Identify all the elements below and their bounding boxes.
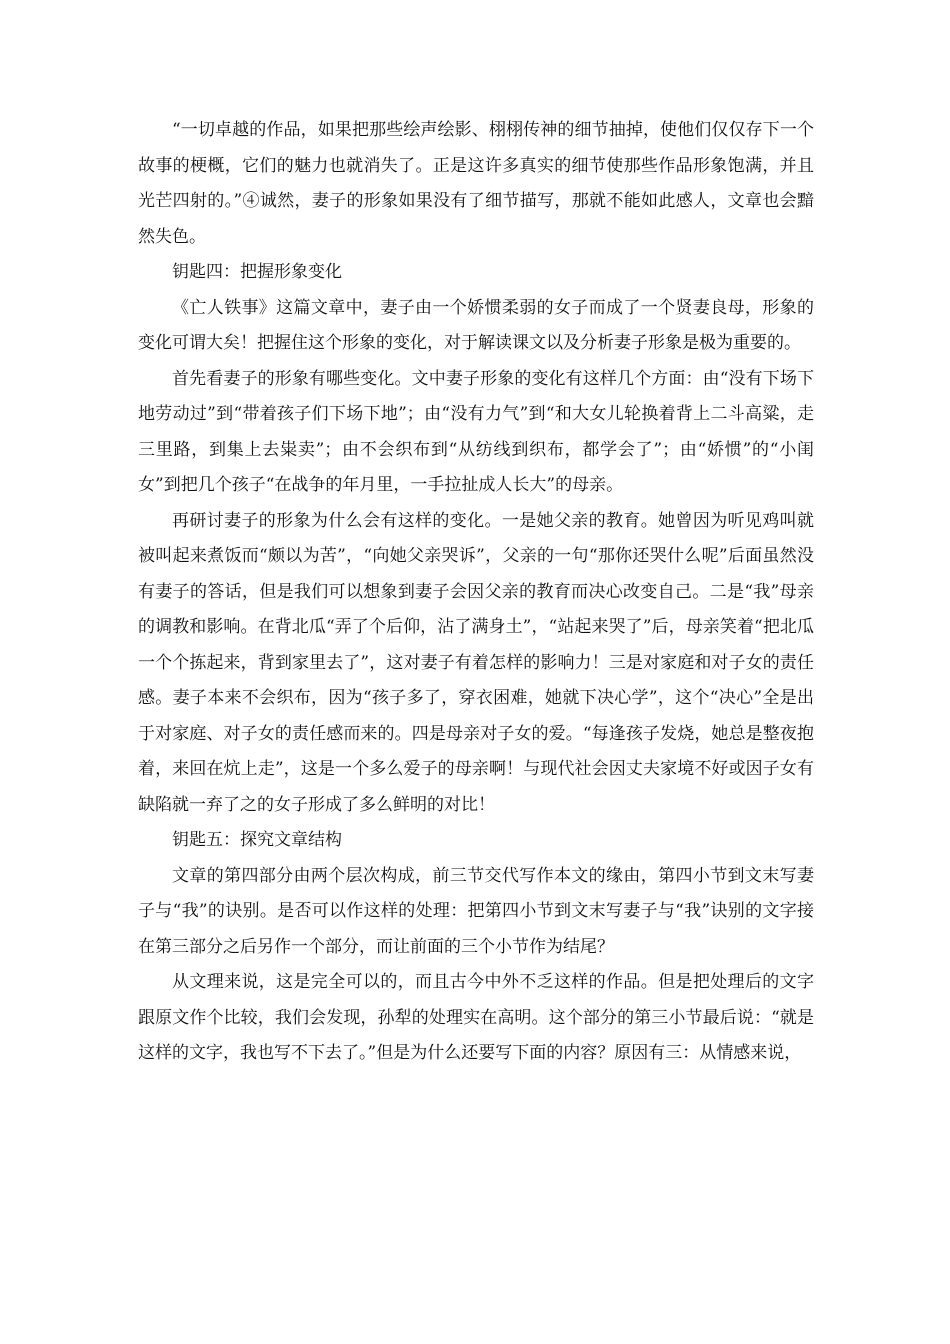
paragraph-change-reasons: 再研讨妻子的形象为什么会有这样的变化。一是她父亲的教育。她曾因为听见鸡叫就被叫起来煮饭而“颇以为苦”，“向她父亲哭诉”，父亲的一句“那你还哭什么呢”后面虽然没有妻子的答话，但是我们可以想象到妻子会因父亲的教育而决心改变自己。二是“我”母亲的调教和影响。在背北瓜“弄了个后仰，沾了满身土”，“站起来哭了”后，母亲笑着“把北瓜一个个拣起来，背到家里去了”，这对妻子有着怎样的影响力！三是对家庭和对子女的责任感。妻子本来不会织布，因为“孩子多了，穿衣困难，她就下决心学”，这个“决心”全是出于对家庭、对子女的责任感而来的。四是母亲对子女的爱。“每逢孩子发烧，她总是整夜抱着，来回在炕上走”，这是一个多么爱子的母亲啊！与现代社会因丈夫家境不好或因子女有缺陷就一弃了之的女子形成了多么鲜明的对比！: [138, 510, 814, 815]
section-heading-key-four: 钥匙四：把握形象变化: [172, 262, 342, 282]
section-heading-key-five: 钥匙五：探究文章结构: [172, 830, 342, 850]
paragraph-image-changes: 首先看妻子的形象有哪些变化。文中妻子形象的变化有这样几个方面：由“没有下场下地劳动过”到“带着孩子们下场下地”；由“没有力气”到“和大女儿轮换着背上二斗高粱，走三里路，到集上去粜卖”；由不会织布到“从纺线到织布，都学会了”；由“娇惯”的“小闺女”到把几个孩子“在战争的年月里，一手拉扯成人长大”的母亲。: [138, 368, 814, 495]
paragraph-quote-details: “一切卓越的作品，如果把那些绘声绘影、栩栩传神的细节抽掉，使他们仅仅存下一个故事的梗概，它们的魅力也就消失了。正是这许多真实的细节使那些作品形象饱满，并且光芒四射的。”④诚然，妻子的形象如果没有了细节描写，那就不能如此感人，文章也会黯然失色。: [138, 120, 814, 247]
paragraph-structure-analysis: 从文理来说，这是完全可以的，而且古今中外不乏这样的作品。但是把处理后的文字跟原文作个比较，我们会发现，孙犁的处理实在高明。这个部分的第三小节最后说：“就是这样的文字，我也写不下去了。”但是为什么还要写下面的内容？原因有三：从情感来说，: [138, 972, 814, 1063]
paragraph-image-change-intro: 《亡人铁事》这篇文章中，妻子由一个娇惯柔弱的女子而成了一个贤妻良母，形象的变化可谓大矣！把握住这个形象的变化，对于解读课文以及分析妻子形象是极为重要的。: [138, 297, 814, 353]
paragraph-structure-question: 文章的第四部分由两个层次构成，前三节交代写作本文的缘由，第四小节到文末写妻子与“我”的诀别。是否可以作这样的处理：把第四小节到文末写妻子与“我”诀别的文字接在第三部分之后另作一个部分，而让前面的三个小节作为结尾？: [138, 865, 814, 957]
document-page: [138, 113, 814, 1072]
